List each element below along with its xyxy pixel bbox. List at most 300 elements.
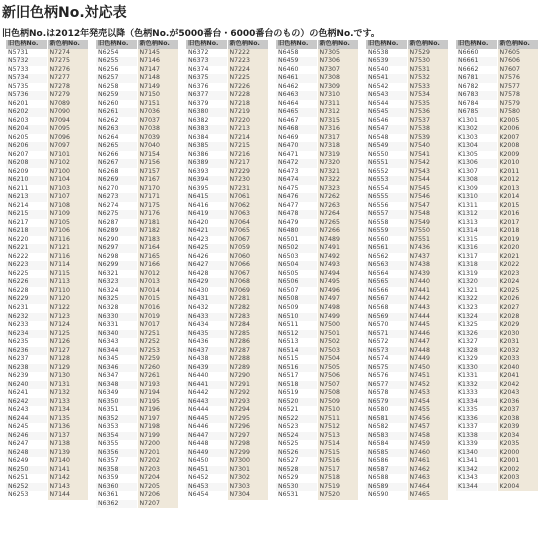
old-number-cell: N6205 (6, 134, 47, 143)
table-row (366, 74, 448, 83)
new-number-cell: K2043 (497, 389, 538, 398)
table-row (96, 483, 178, 492)
old-number-cell: N6562 (366, 253, 407, 262)
old-number-cell: N6223 (6, 261, 47, 270)
table-row (456, 406, 538, 415)
new-number-cell: K2008 (497, 142, 538, 151)
old-number-cell: N6433 (186, 313, 227, 322)
table-row (456, 108, 538, 117)
old-number-cell: N6256 (96, 66, 137, 75)
new-number-cell: K2032 (497, 347, 538, 356)
old-number-cell: K1317 (456, 253, 497, 262)
table-row (6, 83, 88, 92)
old-number-cell: N6446 (186, 423, 227, 432)
old-number-cell: N6245 (6, 423, 47, 432)
old-number-cell: N6507 (276, 287, 317, 296)
table-row (276, 304, 358, 313)
new-number-cell: N7319 (317, 151, 358, 160)
old-number-cell: N6275 (96, 210, 137, 219)
new-number-cell: N7530 (407, 57, 448, 66)
table-row (456, 176, 538, 185)
new-number-cell: N7151 (137, 100, 178, 109)
old-number-cell: N6441 (186, 381, 227, 390)
old-number-cell: N6782 (456, 83, 497, 92)
old-number-cell: N6522 (276, 415, 317, 424)
table-row (276, 57, 358, 66)
new-number-cell: K2012 (497, 176, 538, 185)
table-row (276, 466, 358, 475)
table-row (186, 440, 268, 449)
table-row (186, 159, 268, 168)
table-row (366, 83, 448, 92)
table-row (276, 227, 358, 236)
old-number-cell: N6206 (6, 142, 47, 151)
table-row (186, 83, 268, 92)
old-number-cell: K1328 (456, 347, 497, 356)
new-number-cell: N7108 (47, 202, 88, 211)
old-number-cell: K1344 (456, 483, 497, 492)
old-number-cell: N6582 (366, 423, 407, 432)
new-number-cell: N7309 (317, 83, 358, 92)
table-row (366, 278, 448, 287)
table-row (6, 338, 88, 347)
old-number-cell: N6785 (456, 108, 497, 117)
old-number-cell: K1326 (456, 330, 497, 339)
new-number-cell: N7069 (227, 287, 268, 296)
old-number-cell: N6209 (6, 168, 47, 177)
new-number-cell: N7304 (227, 491, 268, 500)
new-number-cell: N7299 (227, 449, 268, 458)
table-row (456, 440, 538, 449)
new-number-header: 新色柄No. (47, 40, 88, 49)
table-row (186, 389, 268, 398)
old-number-cell: N6372 (186, 49, 227, 58)
old-number-cell: N6430 (186, 287, 227, 296)
old-number-cell: N6421 (186, 227, 227, 236)
table-row (456, 244, 538, 253)
new-number-cell: K2034 (497, 432, 538, 441)
table-row (96, 159, 178, 168)
old-number-cell: N6340 (96, 330, 137, 339)
old-number-cell: N6385 (186, 142, 227, 151)
old-number-cell: N6250 (6, 466, 47, 475)
table-row (276, 278, 358, 287)
old-number-cell: N6254 (96, 49, 137, 58)
new-number-cell: N7452 (407, 381, 448, 390)
new-number-cell: N7253 (137, 347, 178, 356)
new-number-cell: N7204 (137, 474, 178, 483)
table-row (276, 202, 358, 211)
old-number-cell: N6541 (366, 74, 407, 83)
table-row (276, 398, 358, 407)
new-number-cell: N7512 (317, 423, 358, 432)
new-number-cell: N7449 (407, 355, 448, 364)
new-number-cell: K2033 (497, 355, 538, 364)
old-number-cell: N6203 (6, 117, 47, 126)
table-header-row (366, 40, 448, 49)
old-number-cell: N6437 (186, 347, 227, 356)
table-row (276, 423, 358, 432)
new-number-cell: N7197 (137, 415, 178, 424)
table-row (276, 210, 358, 219)
old-number-cell: N6384 (186, 134, 227, 143)
table-row (186, 49, 268, 58)
old-number-cell: N6375 (186, 74, 227, 83)
new-number-cell: N7536 (407, 108, 448, 117)
new-number-cell: N7510 (317, 406, 358, 415)
new-number-cell: N7306 (317, 57, 358, 66)
new-number-cell: N7547 (407, 202, 448, 211)
new-number-cell: N7445 (407, 321, 448, 330)
table-row (6, 474, 88, 483)
table-row (96, 406, 178, 415)
new-number-cell: N7220 (227, 117, 268, 126)
old-number-cell: K1304 (456, 142, 497, 151)
new-number-cell: N7290 (227, 372, 268, 381)
table-row (186, 338, 268, 347)
old-number-cell: N6255 (96, 57, 137, 66)
old-number-cell: N6464 (276, 100, 317, 109)
table-row (96, 500, 178, 509)
table-row (276, 168, 358, 177)
new-number-cell: N7139 (47, 449, 88, 458)
new-number-cell: N7447 (407, 338, 448, 347)
old-number-cell: N6547 (366, 125, 407, 134)
old-number-cell: N6505 (276, 270, 317, 279)
table-row (6, 108, 88, 117)
table-row (276, 91, 358, 100)
table-header-row (96, 40, 178, 49)
new-number-cell: K2006 (497, 125, 538, 134)
table-row (276, 236, 358, 245)
new-number-cell: N7231 (227, 185, 268, 194)
new-number-cell: K2030 (497, 330, 538, 339)
old-number-cell: N6560 (366, 236, 407, 245)
new-number-cell: N7181 (137, 219, 178, 228)
old-number-cell: N6508 (276, 295, 317, 304)
new-number-cell: K2031 (497, 338, 538, 347)
old-number-cell: N6660 (456, 49, 497, 58)
new-number-cell: N7442 (407, 295, 448, 304)
table-row (366, 57, 448, 66)
old-number-cell: N6252 (6, 483, 47, 492)
table-row (456, 159, 538, 168)
new-number-cell: N7156 (137, 159, 178, 168)
table-row (456, 389, 538, 398)
new-number-cell: N7448 (407, 347, 448, 356)
old-number-cell: N6572 (366, 338, 407, 347)
table-row (186, 176, 268, 185)
table-row (276, 193, 358, 202)
new-number-cell: N7115 (47, 270, 88, 279)
table-row (186, 151, 268, 160)
table-row (6, 381, 88, 390)
new-number-header: 新色柄No. (137, 40, 178, 49)
table-row (186, 381, 268, 390)
old-number-cell: N5732 (6, 57, 47, 66)
old-number-cell: N6526 (276, 449, 317, 458)
new-number-cell: N7012 (137, 270, 178, 279)
old-number-cell: N6324 (96, 287, 137, 296)
table-row (456, 210, 538, 219)
new-number-cell: K2000 (497, 449, 538, 458)
table-row (456, 253, 538, 262)
old-number-cell: N6583 (366, 432, 407, 441)
new-number-cell: N7141 (47, 466, 88, 475)
table-row (6, 168, 88, 177)
new-number-cell: N7170 (137, 185, 178, 194)
old-number-cell: N6235 (6, 338, 47, 347)
new-number-cell: N7518 (317, 474, 358, 483)
table-row (456, 338, 538, 347)
old-number-cell: N6469 (276, 134, 317, 143)
table-row (276, 185, 358, 194)
new-number-cell: N7459 (407, 440, 448, 449)
new-number-cell: N7176 (137, 210, 178, 219)
table-row (186, 117, 268, 126)
old-number-cell: N6460 (276, 66, 317, 75)
new-number-cell: N7040 (137, 142, 178, 151)
table-row (366, 108, 448, 117)
table-row (96, 338, 178, 347)
old-number-cell: N6249 (6, 457, 47, 466)
table-row (366, 253, 448, 262)
table-row (456, 100, 538, 109)
new-number-cell: N7036 (137, 108, 178, 117)
new-number-cell: N7205 (137, 483, 178, 492)
new-number-cell: N7133 (47, 398, 88, 407)
table-row (6, 142, 88, 151)
old-number-cell: N6347 (96, 372, 137, 381)
table-row (186, 355, 268, 364)
new-number-cell: N7251 (137, 330, 178, 339)
old-number-cell: N6587 (366, 466, 407, 475)
old-number-cell: N6448 (186, 440, 227, 449)
new-number-cell: N7298 (227, 440, 268, 449)
new-number-cell: N7444 (407, 313, 448, 322)
new-number-cell: N7217 (227, 159, 268, 168)
table-row (96, 74, 178, 83)
table-row (366, 423, 448, 432)
old-number-header: 旧色柄No. (456, 40, 497, 49)
table-row (366, 457, 448, 466)
new-number-cell: N7578 (497, 91, 538, 100)
old-number-cell: N6251 (6, 474, 47, 483)
table-row (276, 457, 358, 466)
new-number-cell: N7261 (137, 372, 178, 381)
new-number-cell: N7465 (407, 491, 448, 500)
old-number-cell: N6269 (96, 176, 137, 185)
new-number-cell: K2039 (497, 423, 538, 432)
new-number-cell: N7493 (317, 261, 358, 270)
new-number-cell: N7538 (407, 125, 448, 134)
table-row (366, 415, 448, 424)
table-row (6, 253, 88, 262)
table-row (96, 261, 178, 270)
table-row (276, 244, 358, 253)
table-row (186, 432, 268, 441)
table-row (96, 202, 178, 211)
old-number-cell: N6382 (186, 117, 227, 126)
table-row (186, 313, 268, 322)
new-number-cell: N7103 (47, 185, 88, 194)
table-row (96, 474, 178, 483)
table-row (456, 347, 538, 356)
table-row (456, 457, 538, 466)
table-row (6, 440, 88, 449)
new-number-cell: N7539 (407, 134, 448, 143)
table-row (366, 210, 448, 219)
new-number-cell: K2023 (497, 270, 538, 279)
old-number-cell: N6352 (96, 415, 137, 424)
table-row (186, 142, 268, 151)
table-row (456, 432, 538, 441)
table-row (456, 117, 538, 126)
table-row (186, 261, 268, 270)
old-number-cell: N6354 (96, 432, 137, 441)
new-number-cell: N7501 (317, 330, 358, 339)
old-number-cell: N6504 (276, 261, 317, 270)
new-number-cell: N7019 (137, 313, 178, 322)
old-number-cell: N6351 (96, 406, 137, 415)
old-number-cell: N6527 (276, 457, 317, 466)
new-number-cell: N7144 (47, 491, 88, 500)
new-number-cell: N7142 (47, 474, 88, 483)
new-number-cell: N7579 (497, 100, 538, 109)
old-number-cell: N6438 (186, 355, 227, 364)
old-number-cell: K1323 (456, 304, 497, 313)
new-number-cell: N7443 (407, 304, 448, 313)
new-number-cell: N7145 (137, 49, 178, 58)
old-number-cell: N6246 (6, 432, 47, 441)
new-number-cell: N7223 (227, 57, 268, 66)
new-number-cell: N7289 (227, 364, 268, 373)
table-row (456, 321, 538, 330)
new-number-cell: N7531 (407, 66, 448, 75)
old-number-cell: N6361 (96, 491, 137, 500)
old-number-cell: K1335 (456, 406, 497, 415)
old-number-cell: K1302 (456, 125, 497, 134)
table-row (276, 432, 358, 441)
table-row (366, 159, 448, 168)
new-number-cell: N7292 (227, 389, 268, 398)
new-number-cell: N7066 (227, 261, 268, 270)
old-number-cell: N6479 (276, 219, 317, 228)
mapping-table-col6 (456, 40, 538, 491)
old-number-cell: N6581 (366, 415, 407, 424)
new-number-cell: N7094 (47, 117, 88, 126)
table-row (366, 66, 448, 75)
table-row (96, 219, 178, 228)
new-number-cell: N7147 (137, 66, 178, 75)
old-number-cell: N6565 (366, 278, 407, 287)
new-number-cell: N7167 (137, 176, 178, 185)
table-row (186, 236, 268, 245)
new-number-cell: N7138 (47, 440, 88, 449)
table-row (6, 295, 88, 304)
old-number-cell: N6471 (276, 151, 317, 160)
old-number-cell: N6563 (366, 261, 407, 270)
old-number-cell: K1340 (456, 449, 497, 458)
new-number-cell: N7519 (317, 483, 358, 492)
table-row (96, 91, 178, 100)
table-row (276, 330, 358, 339)
old-number-cell: N5733 (6, 66, 47, 75)
new-number-cell: K2016 (497, 210, 538, 219)
table-row (96, 355, 178, 364)
new-number-cell: N7278 (47, 83, 88, 92)
old-number-cell: N6571 (366, 330, 407, 339)
new-number-cell: N7507 (317, 381, 358, 390)
table-row (366, 321, 448, 330)
old-number-cell: N6529 (276, 474, 317, 483)
new-number-cell: N7198 (137, 423, 178, 432)
new-number-cell: N7453 (407, 389, 448, 398)
table-row (456, 423, 538, 432)
table-row (276, 389, 358, 398)
old-number-cell: N6244 (6, 415, 47, 424)
old-number-cell: K1318 (456, 261, 497, 270)
old-number-cell: N6585 (366, 449, 407, 458)
table-row (276, 142, 358, 151)
new-number-cell: N7064 (227, 219, 268, 228)
old-number-cell: N6543 (366, 91, 407, 100)
new-number-cell: N7293 (227, 398, 268, 407)
new-number-cell: N7110 (47, 287, 88, 296)
new-number-cell: N7017 (137, 321, 178, 330)
old-number-cell: N6549 (366, 142, 407, 151)
table-header-row (276, 40, 358, 49)
new-number-cell: N7109 (47, 210, 88, 219)
old-number-cell: N6229 (6, 295, 47, 304)
table-row (96, 227, 178, 236)
new-number-cell: K2038 (497, 415, 538, 424)
old-number-cell: N6584 (366, 440, 407, 449)
old-number-cell: N6253 (6, 491, 47, 500)
old-number-cell: N6462 (276, 83, 317, 92)
table-row (366, 381, 448, 390)
table-row (6, 491, 88, 500)
new-number-cell: N7104 (47, 176, 88, 185)
old-number-cell: N6468 (276, 125, 317, 134)
new-number-cell: N7511 (317, 415, 358, 424)
new-number-cell: N7203 (137, 466, 178, 475)
table-row (6, 49, 88, 58)
table-row (186, 295, 268, 304)
old-number-cell: N6444 (186, 406, 227, 415)
table-row (276, 313, 358, 322)
new-number-cell: N7150 (137, 91, 178, 100)
old-number-cell: K1307 (456, 168, 497, 177)
table-row (96, 466, 178, 475)
old-number-cell: N6480 (276, 227, 317, 236)
table-row (456, 364, 538, 373)
table-row (456, 474, 538, 483)
table-row (6, 57, 88, 66)
new-number-cell: N7123 (47, 313, 88, 322)
old-number-cell: N6262 (96, 117, 137, 126)
new-number-cell: N7520 (317, 491, 358, 500)
old-number-cell: N6577 (366, 381, 407, 390)
table-row (6, 261, 88, 270)
old-number-cell: N6524 (276, 432, 317, 441)
table-row (456, 125, 538, 134)
new-number-cell: N7607 (497, 66, 538, 75)
table-header-row (456, 40, 538, 49)
table-row (96, 142, 178, 151)
new-number-cell: K2014 (497, 193, 538, 202)
old-number-cell: N6233 (6, 321, 47, 330)
